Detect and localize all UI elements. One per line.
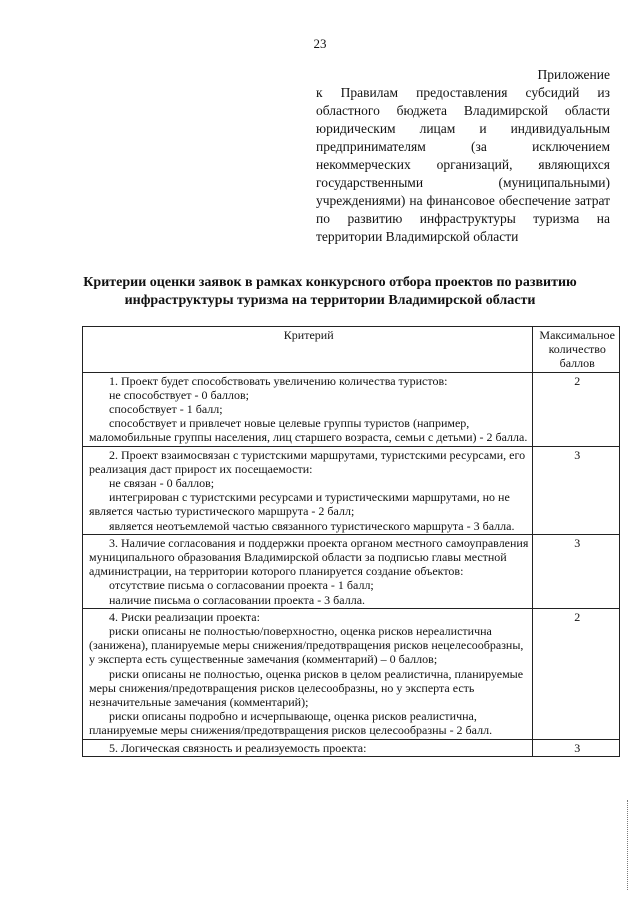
criterion-option: интегрирован с туристскими ресурсами и туристическими маршрутами, но не является частью туристического маршрута - 2 балл; <box>89 490 510 519</box>
criterion-option: способствует и привлечет новые целевые группы туристов (например, маломобильные группы населения, лиц старшего возраста, семьи с детьми) - 2 балла. <box>89 416 528 445</box>
max-score-cell: 3 <box>533 446 620 534</box>
max-score-cell: 3 <box>533 534 620 608</box>
criterion-heading: 5. Логическая связность и реализуемость проекта: <box>109 740 367 755</box>
criterion-option: риски описаны не полностью, оценка рисков в целом реалистична, планируемые меры снижения/предотвращения рисков целесообразны, но у эксперта есть незначительные замечания (комментарий); <box>89 666 524 710</box>
criterion-option: способствует - 1 балл; <box>109 402 223 417</box>
criterion-option: отсутствие письма о согласовании проекта - 1 балл; <box>109 578 374 593</box>
criterion-cell <box>83 372 533 446</box>
margin-line <box>627 800 629 890</box>
appendix-title: Приложение <box>537 67 610 82</box>
document-title: Критерии оценки заявок в рамках конкурсного отбора проектов по развитию инфраструктуры туризма на территории Владимирской области <box>83 275 577 308</box>
table-row <box>83 446 620 534</box>
criterion-option: не способствует - 0 баллов; <box>109 387 249 402</box>
criterion-cell <box>83 608 533 739</box>
appendix-block <box>316 66 610 246</box>
criterion-option: не связан - 0 баллов; <box>109 476 215 491</box>
criterion-option: является неотъемлемой частью связанного туристического маршрута - 3 балла. <box>109 518 515 533</box>
max-score-cell: 2 <box>533 372 620 446</box>
column-header-criterion: Критерий <box>83 327 533 373</box>
criterion-option: риски описаны подробно и исчерпывающе, оценка рисков реалистична, планируемые меры снижения/предотвращения рисков целесообразны - 2 балл. <box>89 709 493 738</box>
criterion-heading: 4. Риски реализации проекта: <box>109 609 260 624</box>
criterion-cell <box>83 739 533 756</box>
criterion-cell <box>83 534 533 608</box>
table-header-row <box>83 327 620 373</box>
table-row <box>83 608 620 739</box>
max-score-cell: 3 <box>533 739 620 756</box>
max-score-cell: 2 <box>533 608 620 739</box>
criterion-heading: 1. Проект будет способствовать увеличению количества туристов: <box>109 373 448 388</box>
criteria-table <box>82 326 620 757</box>
table-row <box>83 534 620 608</box>
criterion-option: риски описаны не полностью/поверхностно, оценка рисков нереалистична (занижена), планируемые меры снижения/предотвращения рисков нецелесообразны, у эксперта есть существенные замечания (комментарий) – 0 баллов; <box>89 624 524 667</box>
criterion-option: наличие письма о согласовании проекта - 3 балла. <box>109 592 366 607</box>
appendix-text: к Правилам предоставления субсидий из областного бюджета Владимирской области юридическим лицам и индивидуальным предпринимателям (за исключением некоммерческих организаций, являющихся государственными (муниципальными) учреждениями) на финансовое обеспечение затрат по развитию инфраструктуры туризма на территории Владимирской области <box>316 85 610 244</box>
table-row <box>83 372 620 446</box>
criterion-cell <box>83 446 533 534</box>
criterion-heading: 2. Проект взаимосвязан с туристскими маршрутами, туристскими ресурсами, его реализация даст прирост их посещаемости: <box>89 447 526 476</box>
column-header-max-score: Максимальное количество баллов <box>533 327 620 373</box>
table-row <box>83 739 620 756</box>
page-number: 23 <box>313 36 327 51</box>
criterion-heading: 3. Наличие согласования и поддержки проекта органом местного самоуправления муниципального образования Владимирской области за подписью главы местной администрации, на территории которого планируется создание объектов: <box>89 535 529 579</box>
table-body <box>83 372 620 756</box>
